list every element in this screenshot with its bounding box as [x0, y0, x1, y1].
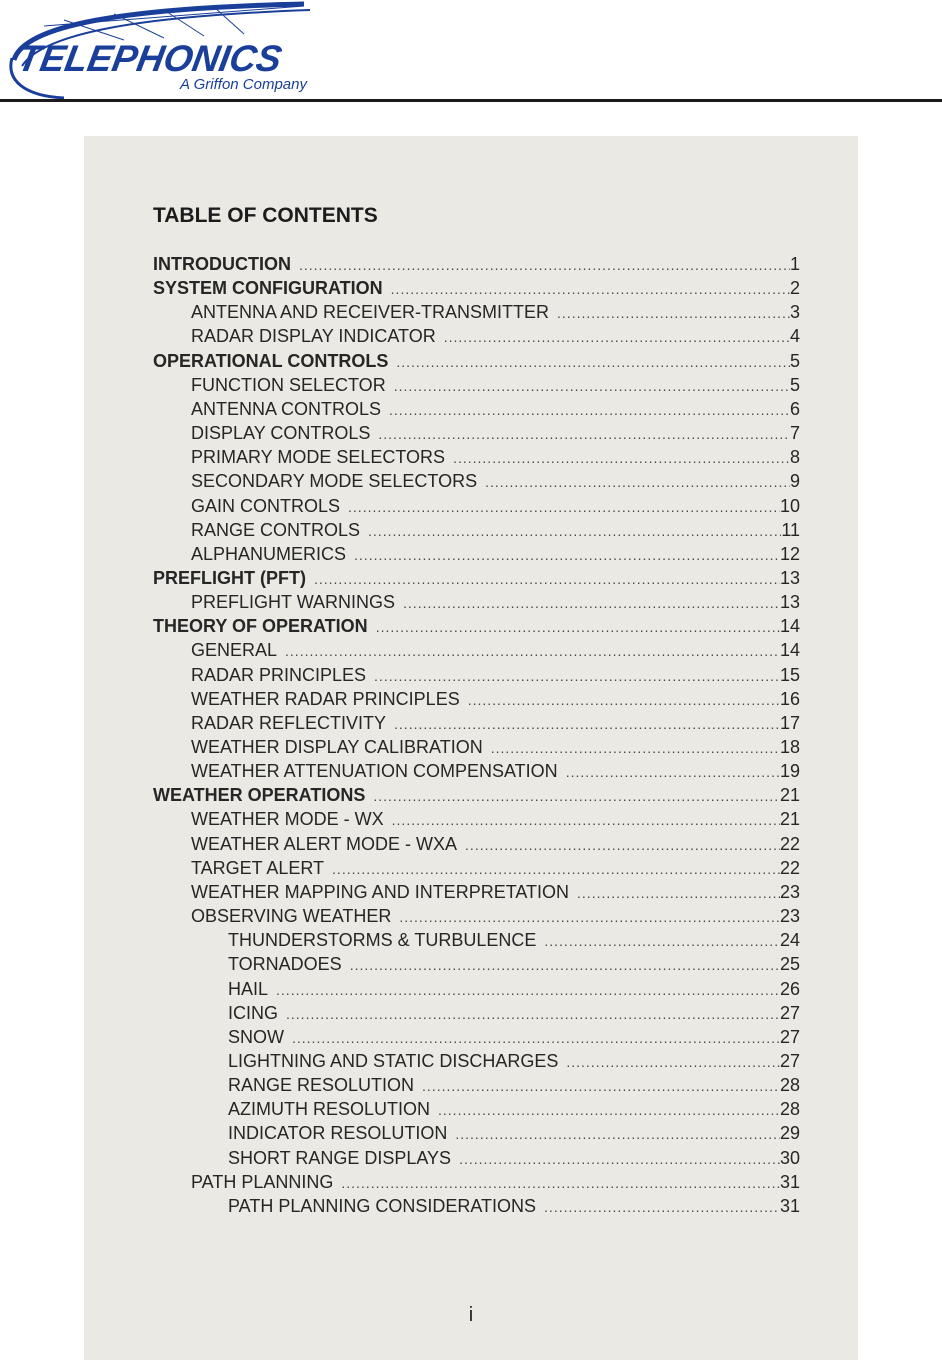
toc-entry-title: WEATHER RADAR PRINCIPLES: [191, 688, 460, 709]
toc-entry: [228, 1003, 800, 1027]
toc-entry-title: THEORY OF OPERATION: [153, 616, 368, 637]
toc-entry-title: WEATHER MODE - WX: [191, 809, 384, 830]
toc-leader-dots: [285, 643, 780, 659]
toc-leader-dots: [399, 909, 780, 925]
toc-entry-page: 21: [779, 785, 800, 806]
toc-entry-title: PRIMARY MODE SELECTORS: [191, 447, 446, 468]
toc-entry: [228, 1123, 800, 1147]
toc-entry: [191, 1172, 800, 1196]
toc-entry-page: 14: [779, 616, 800, 637]
toc-entry: [191, 471, 800, 495]
toc-entry-page: 22: [779, 833, 800, 854]
toc-entry: [191, 375, 800, 399]
toc-entry: [191, 665, 800, 689]
toc-entry-title: OPERATIONAL CONTROLS: [153, 350, 389, 371]
toc-leader-dots: [314, 571, 780, 587]
toc-entry-title: SECONDARY MODE SELECTORS: [191, 471, 478, 492]
toc-leader-dots: [444, 329, 790, 345]
toc-leader-dots: [276, 982, 780, 998]
toc-leader-dots: [485, 474, 790, 490]
toc-leader-dots: [453, 450, 790, 466]
toc-entry: [191, 423, 800, 447]
toc-leader-dots: [438, 1102, 780, 1118]
toc-entry-title: RANGE RESOLUTION: [228, 1075, 415, 1096]
toc-entry: [191, 713, 800, 737]
toc-leader-dots: [332, 861, 780, 877]
toc-entry-page: 29: [779, 1123, 800, 1144]
toc-leader-dots: [465, 837, 780, 853]
toc-entry-page: 31: [779, 1171, 800, 1192]
toc-entry-page: 5: [789, 350, 800, 371]
toc-entry-title: WEATHER DISPLAY CALIBRATION: [191, 737, 483, 757]
toc-entry-title: ICING: [228, 1002, 279, 1023]
toc-entry-page: 31: [779, 1195, 800, 1216]
scanned-page: [84, 136, 858, 1360]
toc-entry: [228, 1148, 800, 1172]
toc-entry-page: 19: [779, 761, 800, 782]
toc-leader-dots: [403, 595, 780, 611]
toc-entry-title: RADAR DISPLAY INDICATOR: [191, 326, 436, 347]
toc-leader-dots: [299, 257, 790, 273]
toc-entry: [228, 930, 800, 954]
toc-entry-title: INDICATOR RESOLUTION: [228, 1123, 448, 1144]
toc-leader-dots: [394, 378, 790, 394]
toc-leader-dots: [389, 402, 790, 418]
toc-entry: [153, 254, 800, 278]
toc-entry-title: SYSTEM CONFIGURATION: [153, 278, 383, 299]
toc-entry-title: SNOW: [228, 1026, 284, 1047]
toc-leader-dots: [378, 426, 790, 442]
toc-entry-page: 27: [779, 1026, 800, 1047]
toc-entry-page: 5: [789, 374, 800, 395]
toc-entry: [191, 689, 800, 713]
toc-entry-title: WEATHER MAPPING AND INTERPRETATION: [191, 881, 570, 902]
toc-entry-page: 25: [779, 954, 800, 975]
toc-leader-dots: [577, 885, 780, 901]
toc-entry-page: 14: [779, 640, 800, 661]
toc-leader-dots: [392, 812, 780, 828]
toc-entry: [191, 496, 800, 520]
telephonics-logo: [4, 0, 384, 100]
toc-entry-title: THUNDERSTORMS & TURBULENCE: [228, 930, 537, 951]
toc-entry-page: 15: [779, 664, 800, 685]
logo-subtitle: A Griffon Company: [180, 76, 307, 93]
toc-leader-dots: [455, 1126, 780, 1142]
toc-entry: [228, 1196, 800, 1220]
toc-entry-page: 26: [779, 978, 800, 999]
toc-entry-title: RADAR REFLECTIVITY: [191, 712, 387, 733]
toc-entry: [228, 954, 800, 978]
toc-leader-dots: [374, 668, 780, 684]
toc-entry-title: PREFLIGHT WARNINGS: [191, 592, 396, 613]
toc-entry-page: 28: [779, 1075, 800, 1096]
toc-entry-title: PATH PLANNING: [191, 1171, 334, 1192]
toc-leader-dots: [350, 957, 780, 973]
toc-entry: [228, 1051, 800, 1075]
toc-title: TABLE OF CONTENTS: [153, 204, 378, 227]
toc-entry: [228, 1027, 800, 1051]
toc-entry: [153, 278, 800, 302]
toc-entry: [191, 834, 800, 858]
toc-entry-page: 8: [789, 447, 800, 468]
toc-entry-title: GAIN CONTROLS: [191, 495, 341, 516]
toc-leader-dots: [566, 1054, 780, 1070]
toc-entry: [191, 326, 800, 350]
toc-entry-page: 27: [779, 1002, 800, 1023]
toc-entry: [191, 447, 800, 471]
toc-entry: [153, 616, 800, 640]
toc-entry-page: 6: [789, 398, 800, 419]
toc-entry-page: 1: [789, 254, 800, 274]
toc-entry-title: TARGET ALERT: [191, 857, 325, 878]
toc-entry-page: 18: [779, 737, 800, 757]
toc-entry-title: AZIMUTH RESOLUTION: [228, 1099, 431, 1120]
toc-entry-page: 22: [779, 857, 800, 878]
toc-entry-page: 27: [779, 1050, 800, 1071]
toc-leader-dots: [468, 692, 780, 708]
toc-entry: [153, 351, 800, 375]
toc-entry: [191, 906, 800, 930]
toc-leader-dots: [544, 933, 780, 949]
logo-wordmark: TELEPHONICS: [14, 38, 285, 79]
page-header: [0, 0, 942, 102]
toc-entry: [191, 399, 800, 423]
toc-entry-title: OBSERVING WEATHER: [191, 906, 392, 927]
toc-entry-title: RADAR PRINCIPLES: [191, 664, 367, 685]
toc-leader-dots: [373, 788, 780, 804]
toc-entry-page: 21: [779, 809, 800, 830]
toc-entry-page: 30: [779, 1147, 800, 1168]
toc-entry: [191, 544, 800, 568]
toc-entry: [191, 640, 800, 664]
header-divider: [0, 99, 942, 102]
toc-leader-dots: [286, 1006, 780, 1022]
toc-leader-dots: [566, 764, 780, 780]
toc-leader-dots: [459, 1151, 780, 1167]
toc-entry-title: GENERAL: [191, 640, 278, 661]
toc-entry-title: PATH PLANNING CONSIDERATIONS: [228, 1195, 537, 1216]
toc-entry-title: WEATHER ATTENUATION COMPENSATION: [191, 761, 558, 782]
toc-entry-page: 2: [789, 278, 800, 299]
toc-entry: [191, 858, 800, 882]
toc-leader-dots: [354, 547, 780, 563]
toc-leader-dots: [491, 740, 780, 756]
toc-entry: [228, 1099, 800, 1123]
toc-entry-title: HAIL: [228, 978, 269, 999]
toc-entry-page: 9: [789, 471, 800, 492]
toc-entry-page: 28: [779, 1099, 800, 1120]
toc-entry-title: TORNADOES: [228, 954, 342, 975]
toc-entry-page: 13: [779, 592, 800, 613]
toc-entry-title: WEATHER OPERATIONS: [153, 785, 366, 806]
toc-leader-dots: [341, 1175, 780, 1191]
toc-entry-title: ANTENNA AND RECEIVER-TRANSMITTER: [191, 302, 550, 323]
toc-leader-dots: [544, 1199, 780, 1215]
toc-entry: [191, 592, 800, 616]
toc-leader-dots: [376, 619, 780, 635]
toc-entry: [191, 520, 800, 544]
toc-entry: [228, 979, 800, 1003]
toc-entry: [191, 761, 800, 785]
toc-entry-page: 7: [789, 423, 800, 444]
toc-entry: [191, 737, 800, 761]
toc-leader-dots: [422, 1078, 780, 1094]
toc-entry-page: 4: [789, 326, 800, 347]
toc-leader-dots: [348, 499, 780, 515]
toc-entry-page: 16: [779, 688, 800, 709]
toc-entry-title: LIGHTNING AND STATIC DISCHARGES: [228, 1050, 559, 1071]
toc-leader-dots: [557, 305, 790, 321]
page-number: i: [468, 1304, 474, 1326]
toc-entry-page: 12: [779, 543, 800, 564]
toc-entry-title: ALPHANUMERICS: [191, 543, 347, 564]
toc-leader-dots: [292, 1030, 780, 1046]
toc-entry-page: 24: [779, 930, 800, 951]
toc-entry-title: INTRODUCTION: [153, 254, 291, 274]
toc-leader-dots: [391, 281, 790, 297]
toc-entry-title: PREFLIGHT (PFT): [153, 567, 306, 588]
toc-entry: [191, 809, 800, 833]
toc-leader-dots: [394, 716, 780, 732]
toc-entry-title: SHORT RANGE DISPLAYS: [228, 1147, 452, 1168]
toc-entry: [191, 302, 800, 326]
toc-entry-title: ANTENNA CONTROLS: [191, 398, 382, 419]
toc-entry-page: 23: [779, 906, 800, 927]
toc-entry-page: 13: [779, 567, 800, 588]
toc-entry: [191, 882, 800, 906]
toc-entry: [228, 1075, 800, 1099]
toc-leader-dots: [396, 354, 790, 370]
toc-entry-title: WEATHER ALERT MODE - WXA: [191, 833, 458, 854]
toc-leader-dots: [368, 523, 781, 539]
toc-entry-page: 23: [779, 881, 800, 902]
toc-entry-title: FUNCTION SELECTOR: [191, 374, 386, 395]
toc-entry: [153, 785, 800, 809]
toc-entry-title: RANGE CONTROLS: [191, 519, 361, 540]
toc-entry-title: DISPLAY CONTROLS: [191, 423, 371, 444]
toc-entry-page: 3: [789, 302, 800, 323]
toc-entry: [153, 568, 800, 592]
toc-entry-page: 17: [779, 712, 800, 733]
toc-entry-page: 10: [779, 495, 800, 516]
toc-entry-page: 11: [781, 519, 800, 540]
